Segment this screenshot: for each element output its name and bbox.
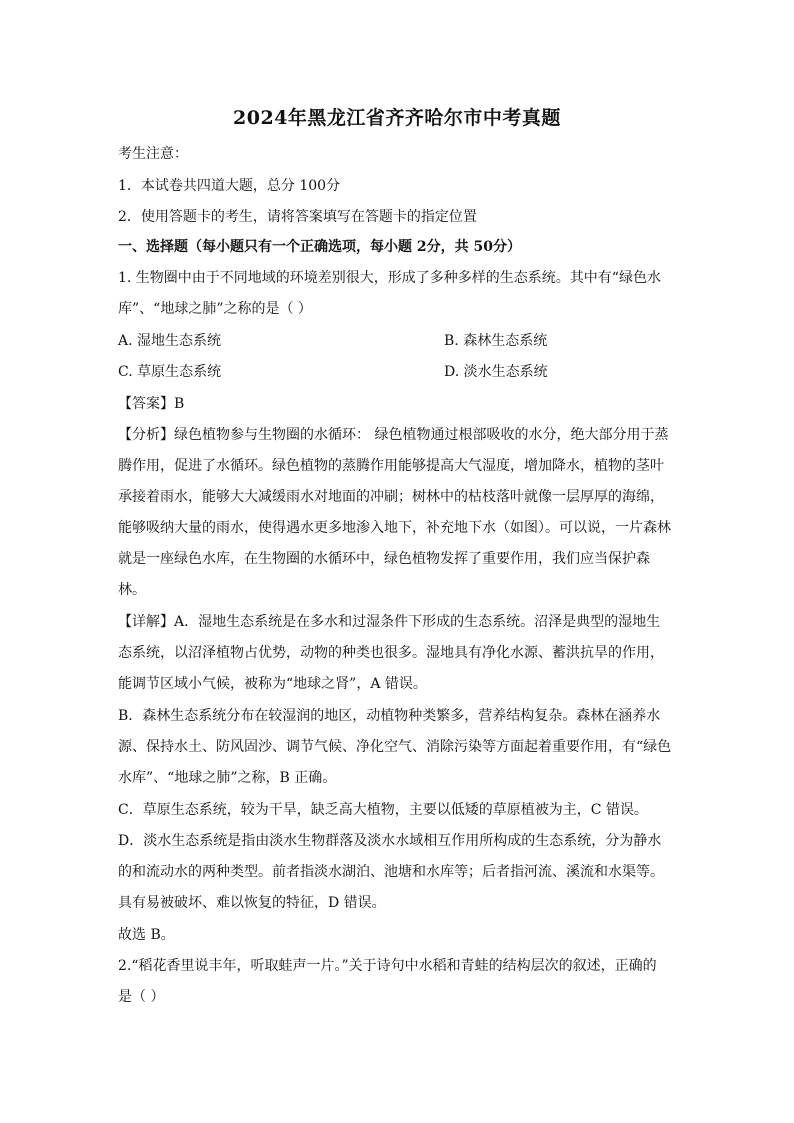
q1-detail-line-4: B．森林生态系统分布在较湿润的地区，动植物种类繁多，营养结构复杂。森林在涵养水 <box>118 708 661 724</box>
q1-option-b: B. 森林生态系统 <box>444 333 548 349</box>
section-heading-choice: 一、选择题（每小题只有一个正确选项，每小题 2分，共 50分） <box>118 239 521 255</box>
q1-option-c: C. 草原生态系统 <box>118 364 222 380</box>
notice-heading: 考生注意： <box>118 146 188 162</box>
page-title: 2024年黑龙江省齐齐哈尔市中考真题 <box>233 107 561 129</box>
q1-detail-line-1: 【详解】A．湿地生态系统是在多水和过湿条件下形成的生态系统。沼泽是典型的湿地生 <box>118 614 661 630</box>
q1-detail-line-6: 水库”、“地球之肺”之称，B 正确。 <box>118 770 337 786</box>
q1-analysis-line-4: 能够吸纳大量的雨水，使得遇水更多地渗入地下，补充地下水（如图）。可以说，一片森林 <box>118 520 671 536</box>
q1-detail-line-9: 的和流动水的两种类型。前者指淡水湖泊、池塘和水库等；后者指河流、溪流和水渠等。 <box>118 864 664 880</box>
q1-answer: 【答案】B <box>118 396 185 412</box>
q1-choice: 故选 B。 <box>118 927 175 943</box>
q1-analysis-line-2: 腾作用，促进了水循环。绿色植物的蒸腾作用能够提高大气湿度，增加降水，植物的茎叶 <box>118 458 664 474</box>
q1-detail-line-3: 能调节区域小气候，被称为“地球之肾”，A 错误。 <box>118 676 427 692</box>
q1-analysis-line-1: 【分析】绿色植物参与生物圈的水循环： 绿色植物通过根部吸收的水分，绝大部分用于蒸 <box>118 427 669 443</box>
q1-detail-line-8: D．淡水生态系统是指由淡水生物群落及淡水水域相互作用所构成的生态系统，分为静水 <box>118 833 662 849</box>
notice-item-2: 2．使用答题卡的考生，请将答案填写在答题卡的指定位置 <box>118 209 477 225</box>
q1-option-a: A. 湿地生态系统 <box>118 333 222 349</box>
q1-detail-line-7: C．草原生态系统，较为干旱，缺乏高大植物，主要以低矮的草原植被为主，C 错误。 <box>118 802 648 818</box>
q1-stem-line-1: 1. 生物圈中由于不同地域的环境差别很大，形成了多种多样的生态系统。其中有“绿色水 <box>118 270 661 286</box>
q1-detail-line-5: 源、保持水土、防风固沙、调节气候、净化空气、消除污染等方面起着重要作用，有“绿色 <box>118 739 672 755</box>
notice-item-1: 1．本试卷共四道大题，总分 100分 <box>118 178 341 194</box>
q2-stem-line-2: 是（ ） <box>118 989 165 1005</box>
q1-stem-line-2: 库”、“地球之肺”之称的是（ ） <box>118 301 312 317</box>
q1-analysis-line-6: 林。 <box>118 582 146 598</box>
q1-analysis-line-3: 承接着雨水，能够大大减缓雨水对地面的冲刷；树林中的枯枝落叶就像一层厚厚的海绵， <box>118 489 664 505</box>
q1-option-d: D. 淡水生态系统 <box>444 364 548 380</box>
q1-detail-line-2: 态系统，以沼泽植物占优势，动物的种类也很多。湿地具有净化水源、蓄洪抗旱的作用， <box>118 645 664 661</box>
q1-detail-line-10: 具有易被破坏、难以恢复的特征，D 错误。 <box>118 895 386 911</box>
q1-analysis-line-5: 就是一座绿色水库，在生物圈的水循环中，绿色植物发挥了重要作用，我们应当保护森 <box>118 551 650 567</box>
q2-stem-line-1: 2.“稻花香里说丰年，听取蛙声一片。”关于诗句中水稻和青蛙的结构层次的叙述，正确的 <box>118 958 657 974</box>
